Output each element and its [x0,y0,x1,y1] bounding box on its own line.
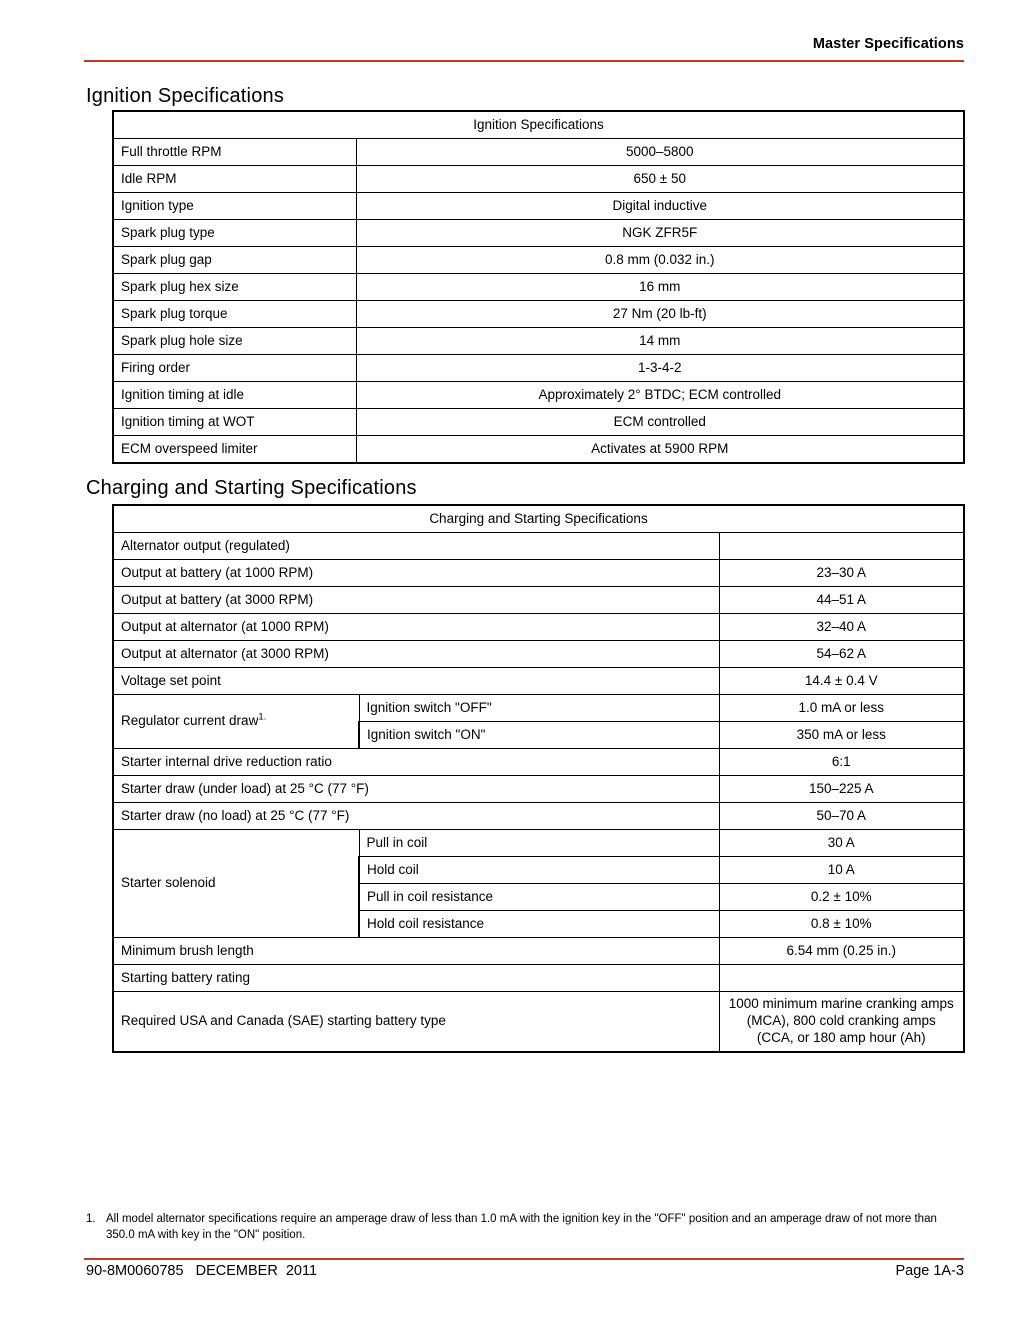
row-label: Full throttle RPM [113,139,356,166]
row-sublabel: Pull in coil resistance [359,884,719,911]
row-value: 30 A [719,830,964,857]
row-value: 50–70 A [719,803,964,830]
row-value: 23–30 A [719,560,964,587]
table-row [113,436,964,464]
table-row [113,695,964,722]
table-row [113,965,964,992]
row-label: Spark plug type [113,220,356,247]
row-value: 6:1 [719,749,964,776]
table-row [113,614,964,641]
row-value: 0.2 ± 10% [719,884,964,911]
row-value: 32–40 A [719,614,964,641]
row-value: NGK ZFR5F [356,220,964,247]
table-row [113,409,964,436]
table-row [113,166,964,193]
section-heading-ignition: Ignition Specifications [86,85,285,108]
row-label: Minimum brush length [113,938,719,965]
row-value: 54–62 A [719,641,964,668]
footnote-item [86,1212,964,1243]
row-value: Activates at 5900 RPM [356,436,964,464]
charging-starting-specifications-table [112,504,965,1053]
row-label: ECM overspeed limiter [113,436,356,464]
table-title-row [113,505,964,533]
table-row [113,668,964,695]
row-value: 6.54 mm (0.25 in.) [719,938,964,965]
row-value: 27 Nm (20 lb-ft) [356,301,964,328]
table-row [113,803,964,830]
row-label: Output at alternator (at 1000 RPM) [113,614,719,641]
row-value: 350 mA or less [719,722,964,749]
row-label: Output at battery (at 3000 RPM) [113,587,719,614]
table-row [113,220,964,247]
row-label: Spark plug torque [113,301,356,328]
row-label: Starter draw (no load) at 25 °C (77 °F) [113,803,719,830]
row-value [719,965,964,992]
table-row [113,749,964,776]
table-row [113,641,964,668]
table-row [113,355,964,382]
row-value: 44–51 A [719,587,964,614]
table-row [113,587,964,614]
table-row [113,938,964,965]
table-row [113,247,964,274]
charging-table-title: Charging and Starting Specifications [113,505,964,533]
row-value: 1.0 mA or less [719,695,964,722]
footer-rule [84,1258,964,1260]
row-label: Ignition timing at WOT [113,409,356,436]
row-sublabel: Hold coil resistance [359,911,719,938]
row-label: Spark plug hex size [113,274,356,301]
row-label: Output at alternator (at 3000 RPM) [113,641,719,668]
header-rule [84,60,964,62]
ignition-table-title: Ignition Specifications [113,111,964,139]
row-value: 16 mm [356,274,964,301]
table-row [113,328,964,355]
footer-document-id: 90-8M0060785 DECEMBER 2011 [86,1263,318,1279]
ignition-specifications-table [112,110,965,464]
row-value: 10 A [719,857,964,884]
row-label: Idle RPM [113,166,356,193]
section-heading-charging: Charging and Starting Specifications [86,477,417,500]
footnote-number: 1. [86,1213,96,1225]
row-value: 1000 minimum marine cranking amps (MCA), 800 cold cranking amps (CCA, or 180 amp hour (Ah) [719,992,964,1052]
row-group-label: Starter solenoid [113,830,359,938]
table-row [113,301,964,328]
footer-page-number: Page 1A-3 [895,1263,964,1279]
row-value: 0.8 mm (0.032 in.) [356,247,964,274]
row-label: Output at battery (at 1000 RPM) [113,560,719,587]
table-row [113,533,964,560]
table-row [113,382,964,409]
row-value: Approximately 2° BTDC; ECM controlled [356,382,964,409]
table-row [113,776,964,803]
running-header-title: Master Specifications [812,36,964,52]
row-value: 150–225 A [719,776,964,803]
regulator-current-draw-label: Regulator current draw [121,713,259,729]
row-sublabel: Pull in coil [359,830,719,857]
row-label: Spark plug hole size [113,328,356,355]
table-row [113,992,964,1052]
row-label: Spark plug gap [113,247,356,274]
row-sublabel: Hold coil [359,857,719,884]
row-label: Starter draw (under load) at 25 °C (77 °F) [113,776,719,803]
row-value: 1-3-4-2 [356,355,964,382]
row-value [719,533,964,560]
row-sublabel: Ignition switch "ON" [359,722,719,749]
row-sublabel: Ignition switch "OFF" [359,695,719,722]
row-value: 650 ± 50 [356,166,964,193]
table-title-row [113,111,964,139]
row-label: Ignition timing at idle [113,382,356,409]
footnote-text: All model alternator specifications require an amperage draw of less than 1.0 mA with the ignition key in the "OFF" position and an amperage draw of not more than 350.0 mA with key in the "ON" position. [106,1213,937,1241]
table-row [113,139,964,166]
footnotes-block [86,1212,964,1243]
row-group-label [113,695,359,749]
table-row [113,830,964,857]
row-label: Starting battery rating [113,965,719,992]
row-value: 14 mm [356,328,964,355]
row-value: 0.8 ± 10% [719,911,964,938]
row-value: 5000–5800 [356,139,964,166]
row-label: Required USA and Canada (SAE) starting battery type [113,992,719,1052]
table-row [113,560,964,587]
footnote-marker: 1. [258,711,267,723]
row-label: Starter internal drive reduction ratio [113,749,719,776]
row-value: Digital inductive [356,193,964,220]
row-label: Ignition type [113,193,356,220]
row-value: ECM controlled [356,409,964,436]
row-value: 14.4 ± 0.4 V [719,668,964,695]
table-row [113,193,964,220]
table-row [113,274,964,301]
row-label: Voltage set point [113,668,719,695]
row-label: Alternator output (regulated) [113,533,719,560]
row-label: Firing order [113,355,356,382]
